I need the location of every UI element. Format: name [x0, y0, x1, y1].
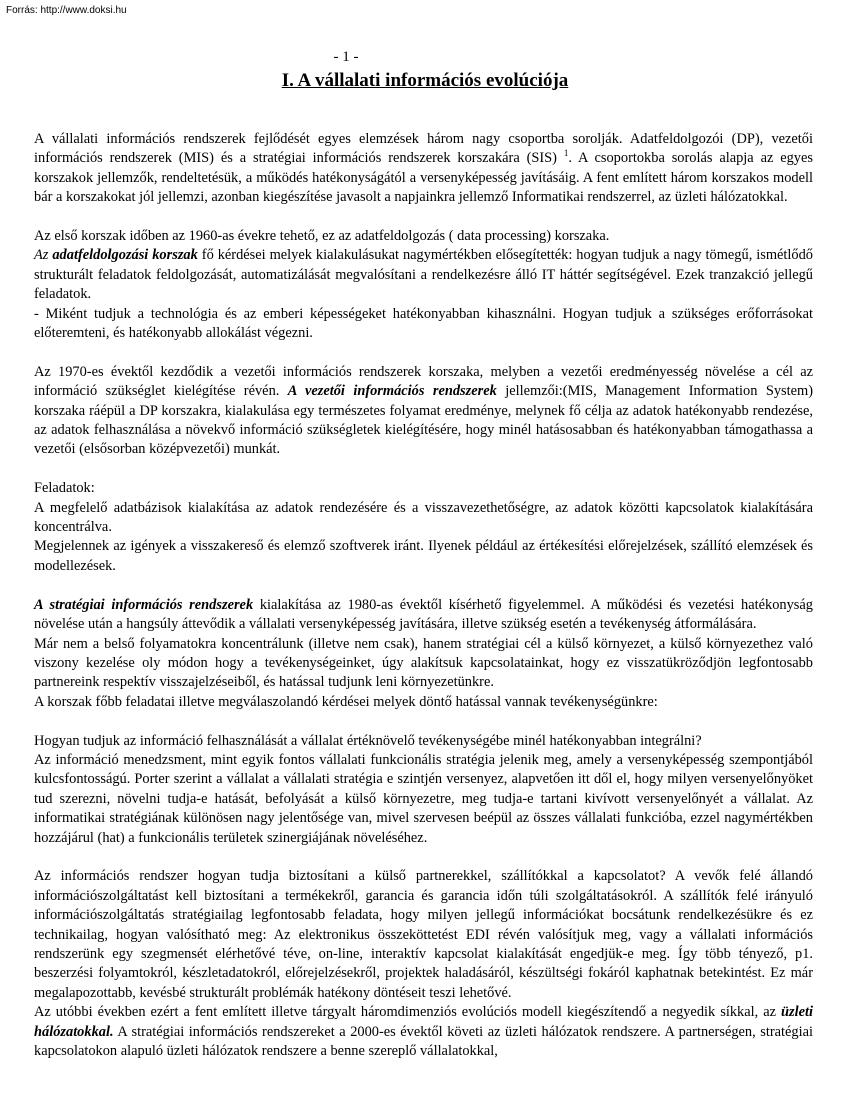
paragraph-business-networks: Az utóbbi években ezért a fent említett illetve tárgyalt háromdimenziós evolúciós modell kiegészítendő a negyedik síkkal, az üzleti hálózatokkal. A stratégiai információs rendszereket a 2000-es évektől követi az üzleti hálózatok rendszere. A partnerségen, stratégiai kapcsolatokon alapuló üzleti hálózatok rendszere a benne szereplő vállalatokkal, [34, 1004, 813, 1059]
paragraph-partners: Az információs rendszer hogyan tudja biztosítani a külső partnerekkel, szállítókkal a kapcsolatot? A vevők felé állandó információszolgáltatást kell biztosítani a termékekről, garancia és garancia időn túli szolgáltatásokról. A szállítók felé irányuló információszolgáltatás stratégiailag legfontosabb feladata, hogy milyen jellegű információkat bocsátunk rendelkezésükre és ez technikailag, hogyan valósítható meg: Az elektronikus összeköttetést EDI révén valósítjuk meg, vagy a vállalati információs rendszerünk egy szegmensét elérhetővé téve, on-line, interaktív kapcsolat kialakítását engedjük-e meg. Így több tényező, p1. beszerzési folyamtokról, készletadatokról, előrejelzésekről, projektek haladásáról, készültségi fokáról kaphatnak betekintést. Ez már megalapozottabb, kevésbé strukturált problémák hatékony döntéseit teszi lehetővé. [34, 868, 813, 1001]
paragraph-dp-questions: Az adatfeldolgozási korszak fő kérdései melyek kialakulásukat nagymértékben elősegítették: hogyan tudjuk a nagy tömegű, ismétlődő strukturált feladatok feldolgozását, automatizálását megvalósítani a rendelkezésre álló IT háttér segítségével. Ezek tranzakció jellegű feladatok. [34, 247, 813, 303]
term-sis: A stratégiai információs rendszerek [34, 596, 254, 613]
paragraph-dp-technology: - Miként tudjuk a technológia és az emberi képességeket hatékonyabban kihasználni. Hogyan tudjuk a szükséges erőforrásokat előteremteni, és hatékonyabb allokálást végezni. [34, 305, 813, 342]
paragraph-intro: A vállalati információs rendszerek fejlődését egyes elemzések három nagy csoportba sorolják. Adatfeldolgozói (DP), vezetői információs rendszerek (MIS) és a stratégiai információs rendszerek korszakára (SIS) $^1$. A csoportokba sorolás alapja az egyes korszakok jellemzők, rendeltetésük, a működés hatékonyságától a versenyképesség javításáig. A fent említett három korszakos modell bár a korszakokat jól jellemzi, azonban kiegészítése javasolt a napjainkra jellemző Informatikai rendszerrel, az üzleti hálózatokkal. [34, 131, 813, 206]
paragraph-era-tasks: A korszak főbb feladatai illetve megválaszolandó kérdései melyek döntő hatással vannak tevékenységünkre: [34, 693, 658, 710]
paragraph-databases: A megfelelő adatbázisok kialakítása az adatok rendezésére és a visszavezethetőségre, az adatok közötti kapcsolatok kialakítására koncentrálva. [34, 499, 813, 536]
paragraph-external-focus: Már nem a belső folyamatokra koncentrálunk (illetve nem csak), hanem stratégiai cél a külső környezet, a külső környezethez való viszony kezelése oly módon hogy a tevékenységeinket, úgy alakítsuk kapcsolatainkat, hogy ez visszatükröződjön legfontosabb partnereink respektív visszajelzéseiből, és hatással tudjunk leni környezetünkre. [34, 635, 813, 691]
footnote-ref[interactable]: 1 [563, 148, 569, 159]
term-mis: A vezetői információs rendszerek [287, 383, 497, 400]
paragraph-dp-era: Az első korszak időben az 1960-as évekre tehető, ez az adatfeldolgozás ( data processing) korszaka. [34, 228, 610, 245]
page-number: - 1 - [333, 49, 359, 65]
term-dp-era: adatfeldolgozási korszak [52, 247, 198, 264]
paragraph-mis-era: Az 1970-es évektől kezdődik a vezetői információs rendszerek korszaka, melyben a vezetői eredményesség növelése a cél az információ szükséglet kielégítése révén. A vezetői információs rendszerek jellemzői:(MIS, Management Information System) korszaka ráépül a DP korszakra, kialakulása egy természetes folyamat eredménye, melynek fő célja az adatok hatékonyabb rendezése, az adatok felhasználása a növekvő információ szükségletek kielégítésére, hogy minél hatásosabban és hatékonyabban támogathassa a vezetői (elsősorban középvezetői) munkát. [34, 363, 813, 458]
paragraph-tasks-heading: Feladatok: [34, 480, 95, 497]
page-title: I. A vállalati információs evolúciója [281, 70, 569, 91]
source-label: Forrás: http://www.doksi.hu [6, 5, 127, 16]
paragraph-sis-era: A stratégiai információs rendszerek kialakítása az 1980-as évektől kísérhető figyelemmel. A működési és vezetési hatékonyság növelése után a hangsúly áttevődik a vállalati versenyképesség javítására, illetve szükség esetén a tevékenység átformálására. [34, 596, 813, 633]
paragraph-software: Megjelennek az igények a visszakereső és elemző szoftverek iránt. Ilyenek például az értékesítési előrejelzések, szállító elemzések és modellezések. [34, 538, 813, 574]
paragraph-integration-question: Hogyan tudjuk az információ felhasználását a vállalat értéknövelő tevékenységébe minél hatékonyabban integrálni? [34, 732, 702, 749]
term-business-networks: üzleti hálózatokkal. [34, 1004, 813, 1040]
paragraph-info-management: Az információ menedzsment, mint egyik fontos vállalati funkcionális stratégia jelenik meg, amely a versenyképesség szempontjából kulcsfontosságú. Porter szerint a vállalat a vállalati stratégia e szintjén versenyez, alapvetően itt dől el, hogy milyen versenyelőnyöket tud szerezni, növelni tudja-e hatását, befolyását a külső környezetre, meg tudja-e tartani kivívott versenyelőnyét a vállalat. Az informatikai stratégiának különösen nagy jelentősége van, mivel szervesen beépül az összes vállalati funkcióba, ezzel nagymértékben hozzájárul (hat) a funkcionális területek szinergiájának növeléséhez. [34, 751, 813, 846]
document-body [34, 130, 813, 1061]
